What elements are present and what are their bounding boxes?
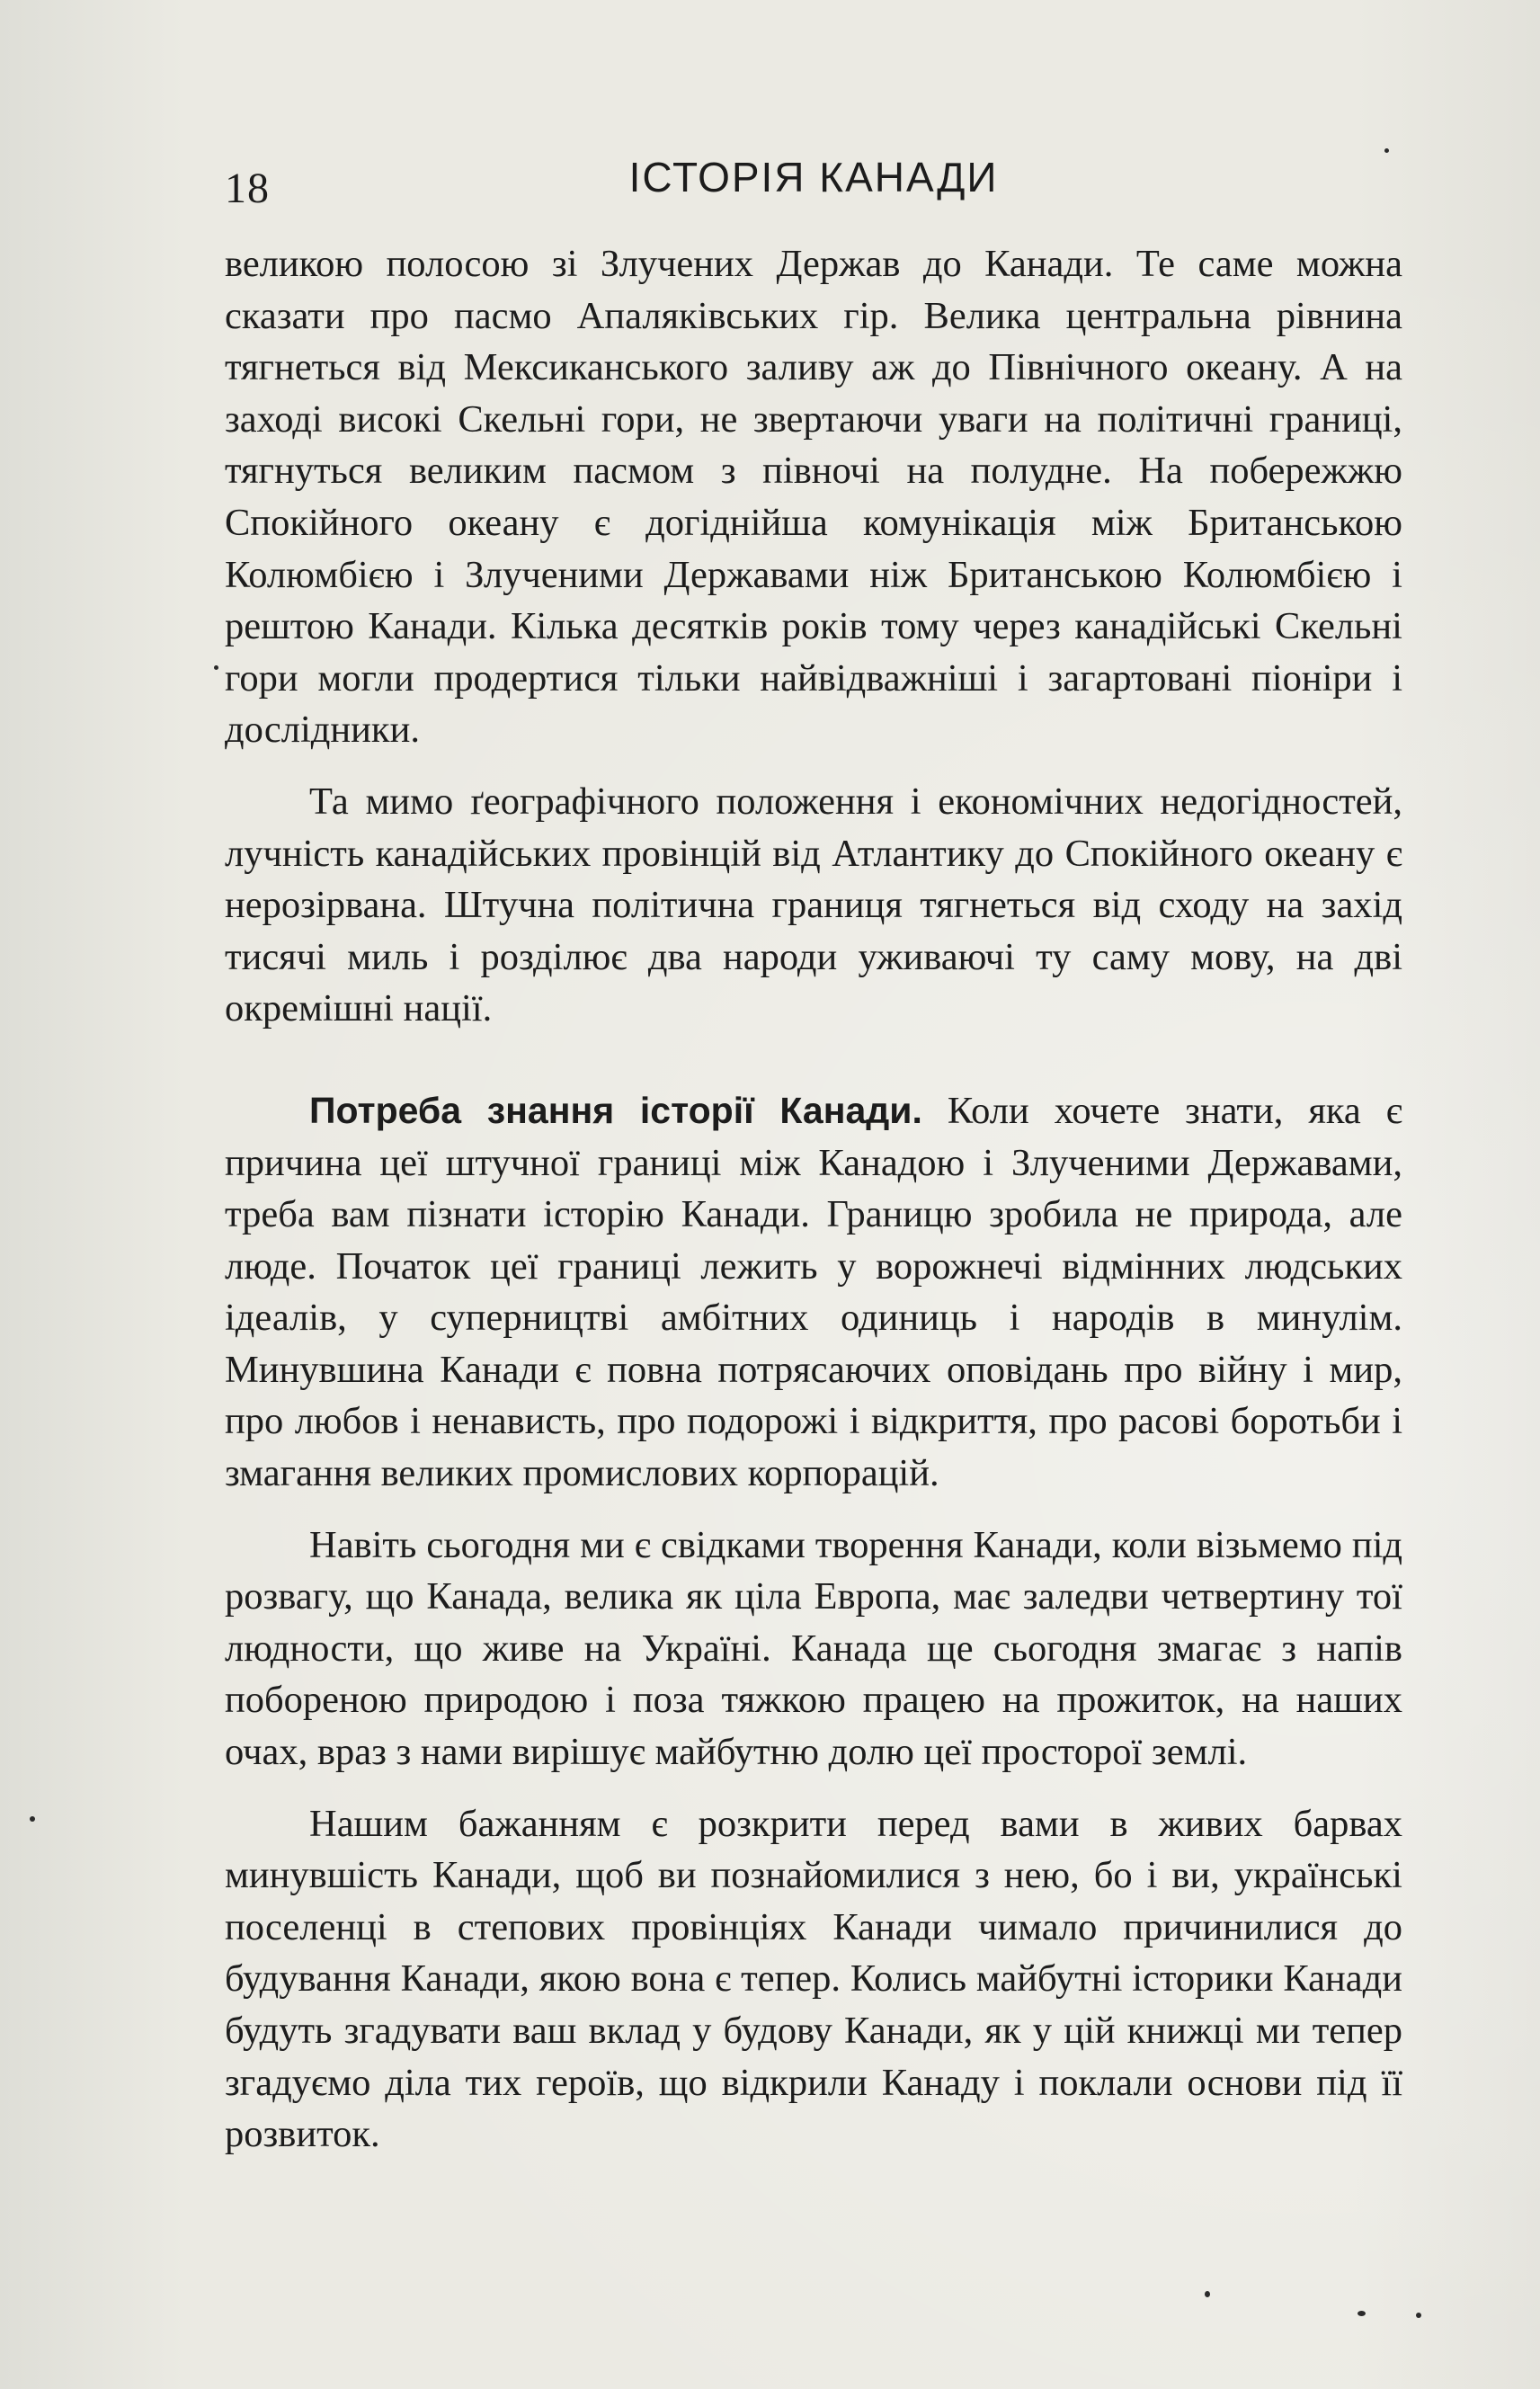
running-title: ІСТОРІЯ КАНАДИ (628, 154, 999, 201)
paragraph-4: Навіть сьогодня ми є свідками творення Канади, коли візьмемо під розвагу, що Канада, велика як ціла Европа, має заледви четвертину тої людности, що живе на Україні. Канада ще сьогодня змагає з напів побореною природою і поза тяжкою працею на прожиток, на наших очах, враз з нами вирішує майбутню долю цеї просторої землі. (225, 1523, 1402, 1774)
paragraph-2: Та мимо ґеографічного положення і економічних недогідностей, лучність канадійських провінцій від Атлантику до Спокійного океану є нерозірвана. Штучна політична границя тягнеться від сходу на захід тисячі миль і розділює два народи уживаючі ту саму мову, на дві окремішні нації. (225, 780, 1402, 1030)
print-speck (30, 1816, 35, 1822)
print-speck (1416, 2313, 1421, 2318)
print-speck (1205, 2291, 1210, 2297)
print-speck (214, 665, 218, 670)
page-number: 18 (225, 165, 270, 212)
running-head (225, 153, 1402, 216)
section-heading: Потреба знання історії Канади. (309, 1089, 922, 1131)
paragraph-3-text: Коли хочете знати, яка є причина цеї штучної границі між Канадою і Злученими Державами, треба вам пізнати історію Канади. Границю зробила не природа, але люде. Початок цеї границі лежить у ворожнечі відмінних людських ідеалів, у суперництві амбітних одиниць і народів в минулім. Минувшина Канади є повна потрясаючих оповідань про війну і мир, про любов і ненависть, про подорожі і відкриття, про расові боротьби і змагання великих промислових корпорацій. (225, 1089, 1402, 1495)
print-speck (1384, 148, 1389, 153)
paragraph-3 (225, 1085, 1402, 1500)
body-text (225, 238, 1402, 2161)
paragraph-5: Нашим бажанням є розкрити перед вами в живих барвах минувшість Канади, щоб ви познайомилися з нею, бо і ви, українські поселенці в степових провінціях Канади чимало причинилися до будування Канади, якою вона є тепер. Колись майбутні історики Канади будуть згадувати ваш вклад у будову Канади, як у цій книжці ми тепер згадуємо діла тих героїв, що відкрили Канаду і поклали основи під її розвиток. (225, 1802, 1402, 2156)
paragraph-1: великою полосою зі Злучених Держав до Канади. Те саме можна сказати про пасмо Апаляківських гір. Велика центральна рівнина тягнеться від Мексиканського заливу аж до Північного океану. А на заході високі Скельні гори, не звертаючи уваги на політичні границі, тягнуться великим пасмом з півночі на полудне. На побережжю Спокійного океану є догіднійша комунікація між Британською Колюмбією і Злученими Державами ніж Британською Колюмбією і рештою Канади. Кілька десятків років тому через канадійські Скельні гори могли продертися тільки найвідважніші і загартовані піоніри і дослідники. (225, 243, 1402, 752)
print-speck (1358, 2311, 1366, 2316)
